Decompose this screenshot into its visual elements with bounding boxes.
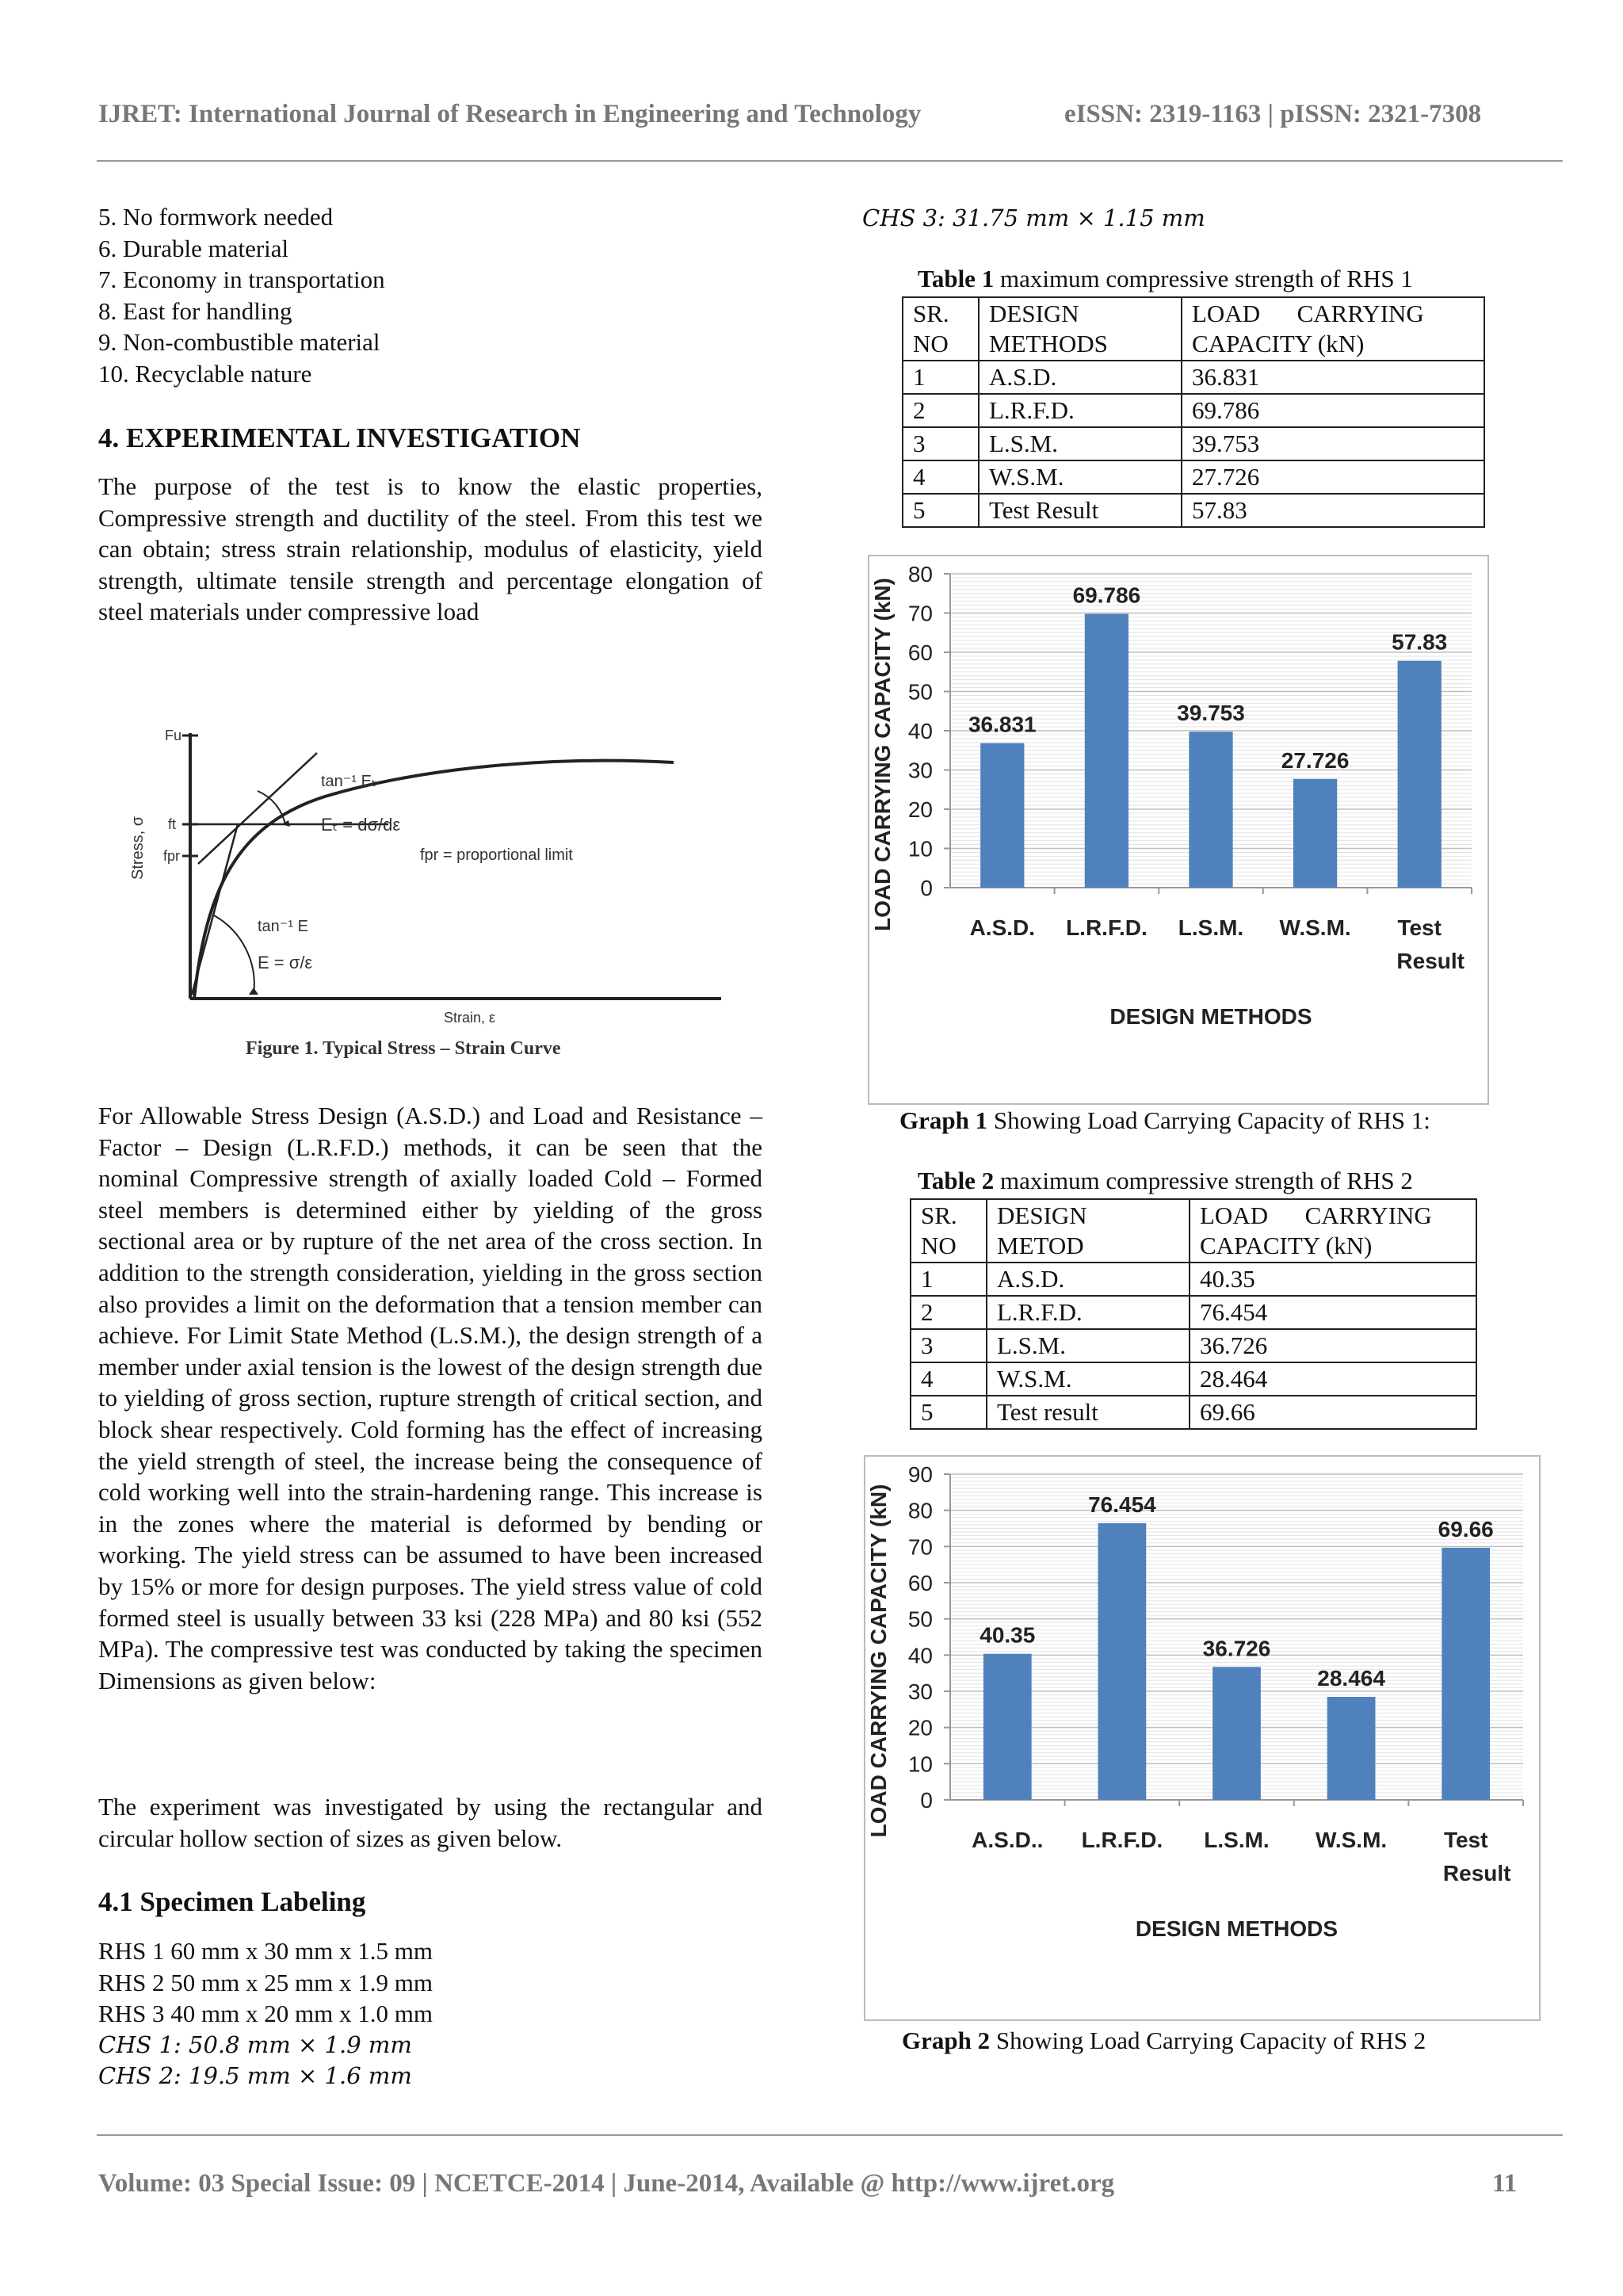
y-tick-label: 60: [907, 640, 933, 665]
y-tick-label: 10: [907, 1752, 933, 1777]
y-tick-label: 10: [907, 836, 933, 861]
graph1-caption: [899, 1106, 1430, 1135]
list-item: RHS 2 50 mm x 25 mm x 1.9 mm: [98, 1968, 433, 1996]
bar: [1398, 661, 1442, 888]
x-tick-label: Result: [1442, 1861, 1511, 1885]
x-tick-label: L.R.F.D.: [1066, 915, 1148, 940]
figure-xlabel: Strain, ε: [444, 1010, 496, 1026]
x-tick-label: Test: [1397, 915, 1442, 940]
y-tick-label: 0: [920, 876, 933, 900]
section-4-paragraph: The purpose of the test is to know the elastic properties, Compressive strength and ductility of the steel. From this test we can obtain; stress strain relationship, modulus of elasticity, yield strength, ultimate tensile strength and percentage elongation of steel materials under compressive load: [98, 472, 762, 626]
y-tick-label: 90: [907, 1462, 933, 1487]
bar: [1327, 1697, 1376, 1800]
table-row: 2 L.R.F.D. 69.786: [903, 394, 1484, 427]
graph2-caption-label: Graph 2: [902, 2027, 991, 2054]
table-header-cell: DESIGN METHODS: [979, 297, 1182, 361]
chs3-spec: CHS 3: 31.75 mm × 1.15 mm: [862, 204, 1205, 231]
section-4-heading: 4. EXPERIMENTAL INVESTIGATION: [98, 422, 581, 453]
data-label: 40.35: [980, 1622, 1036, 1648]
experiment-paragraph: The experiment was investigated by using the rectangular and circular hollow section of sizes as given below.: [98, 1793, 762, 1852]
bar: [1085, 614, 1128, 888]
table-row: 1 A.S.D. 40.35: [911, 1263, 1476, 1296]
data-label: 28.464: [1317, 1666, 1385, 1691]
table-header-cell: LOAD CARRYING CAPACITY (kN): [1182, 297, 1484, 361]
bar: [1098, 1523, 1147, 1800]
figure-e-eq: E = σ/ε: [258, 953, 313, 972]
y-tick-label: 20: [907, 1715, 933, 1740]
y-axis-title: LOAD CARRYING CAPACITY (kN): [870, 578, 895, 931]
table1-caption-label: Table 1: [918, 265, 995, 292]
figure-caption: Figure 1. Typical Stress – Strain Curve: [246, 1038, 561, 1059]
design-methods-paragraph: For Allowable Stress Design (A.S.D.) and Load and Resistance – Factor – Design (L.R.F.D.) methods, it can be seen that the nominal Compressive strength of axially loaded Cold – Formed steel members is determined either by yielding of the gross sectional area or by rupture of the net area of the cross section. In addition to the strength consideration, yielding in the gross section also provides a limit on the deformation that a tension member can achieve. For Limit State Method (L.S.M.), the design strength of a member under axial tension is the lowest of the design strength due to yielding of gross section, rupture strength of critical section, and block shear respectively. Cold forming has the effect of increasing the yield strength of steel, the increase being the consequence of cold working well into the strain-hardening range. This increase is in the zones where the material is deformed by bending or working. The yield stress can be assumed to have been increased by 15% or more for design purposes. The yield stress value of cold formed steel is usually between 33 ksi (228 MPa) and 80 ksi (552 MPa). The compressive test was conducted by taking the specimen Dimensions as given below:: [98, 1102, 762, 1694]
bar: [1293, 779, 1337, 888]
x-tick-label: L.S.M.: [1178, 915, 1244, 940]
table2-caption: [918, 1167, 1413, 1195]
table2: [910, 1198, 1477, 1430]
x-tick-label: W.S.M.: [1315, 1828, 1388, 1852]
bar: [980, 743, 1024, 888]
table1-caption: [918, 265, 1413, 293]
y-tick-label: 0: [920, 1788, 933, 1813]
table-row: 5 Test result 69.66: [911, 1396, 1476, 1429]
table-row: 1 A.S.D. 36.831: [903, 361, 1484, 394]
table-header-row: [903, 297, 1484, 361]
stress-strain-figure: [119, 690, 729, 1066]
x-tick-label: W.S.M.: [1279, 915, 1351, 940]
bar: [1189, 732, 1232, 888]
table-header-cell: SR. NO: [911, 1199, 987, 1263]
list-item: CHS 2: 19.5 mm × 1.6 mm: [98, 2062, 412, 2090]
table2-caption-label: Table 2: [918, 1167, 995, 1194]
y-tick-label: 70: [907, 601, 933, 626]
journal-title: IJRET: International Journal of Research in Engineering and Technology: [98, 100, 922, 128]
x-tick-label: A.S.D..: [972, 1828, 1044, 1852]
graph2-chart: [865, 1457, 1539, 2019]
graph2-caption: [902, 2027, 1426, 2055]
table-header-cell: DESIGN METOD: [987, 1199, 1190, 1263]
table-header-row: [911, 1199, 1476, 1263]
footer-text: Volume: 03 Special Issue: 09 | NCETCE-2014 | June-2014, Available @ http://www.ijret.org: [98, 2169, 1115, 2198]
footer-rule: [97, 2134, 1563, 2136]
table1-caption-text: maximum compressive strength of RHS 1: [994, 265, 1413, 292]
y-tick-label: 50: [907, 679, 933, 705]
graph1-chart: [869, 556, 1487, 1103]
list-item: 8. East for handling: [98, 296, 292, 325]
figure-fpr: fpr: [163, 848, 181, 864]
list-item: RHS 1 60 mm x 30 mm x 1.5 mm: [98, 1937, 433, 1965]
x-tick-label: L.S.M.: [1204, 1828, 1270, 1852]
table-row: 4 W.S.M. 27.726: [903, 460, 1484, 494]
y-tick-label: 80: [907, 1498, 933, 1523]
x-tick-label: A.S.D.: [969, 915, 1036, 940]
data-label: 27.726: [1281, 747, 1350, 773]
table-row: 4 W.S.M. 28.464: [911, 1362, 1476, 1396]
y-tick-label: 50: [907, 1606, 933, 1632]
data-label: 36.831: [968, 712, 1037, 737]
table2-caption-text: maximum compressive strength of RHS 2: [994, 1167, 1413, 1194]
graph2-frame: [864, 1455, 1541, 2021]
graph2-caption-text: Showing Load Carrying Capacity of RHS 2: [990, 2027, 1426, 2054]
bar: [1212, 1667, 1261, 1800]
data-label: 76.454: [1088, 1492, 1156, 1517]
section-4-1-heading: 4.1 Specimen Labeling: [98, 1886, 366, 1917]
table1: [902, 296, 1485, 528]
specimen-list: [98, 1935, 764, 2092]
figure-ft: ft: [168, 816, 177, 832]
list-item: 5. No formwork needed: [98, 203, 334, 231]
page-number: 11: [1492, 2169, 1518, 2198]
figure-tan-e: tan⁻¹ E: [258, 918, 308, 935]
list-item: 9. Non-combustible material: [98, 328, 380, 357]
y-axis-title: LOAD CARRYING CAPACITY (kN): [866, 1484, 891, 1838]
bar: [1442, 1548, 1490, 1800]
y-tick-label: 80: [907, 562, 933, 586]
list-item: RHS 3 40 mm x 20 mm x 1.0 mm: [98, 2000, 433, 2028]
list-item: 7. Economy in transportation: [98, 266, 385, 294]
figure-ylabel: Stress, σ: [129, 816, 147, 880]
graph1-caption-label: Graph 1: [899, 1106, 988, 1134]
list-item: 6. Durable material: [98, 234, 289, 262]
x-tick-label: Test: [1443, 1828, 1488, 1852]
figure-fpr-note: fpr = proportional limit: [420, 846, 573, 864]
y-tick-label: 40: [907, 719, 933, 743]
y-tick-label: 30: [907, 1679, 933, 1704]
issn: eISSN: 2319-1163 | pISSN: 2321-7308: [1064, 100, 1482, 128]
list-item: 10. Recyclable nature: [98, 359, 312, 388]
table-row: 2 L.R.F.D. 76.454: [911, 1296, 1476, 1329]
figure-tan-et: tan⁻¹ Eₜ: [321, 773, 376, 790]
graph1-frame: [868, 555, 1489, 1105]
x-tick-label: L.R.F.D.: [1081, 1828, 1163, 1852]
header-rule: [97, 160, 1563, 162]
table-row: 3 L.S.M. 36.726: [911, 1329, 1476, 1362]
y-tick-label: 70: [907, 1534, 933, 1560]
table-header-cell: SR. NO: [903, 297, 979, 361]
advantages-list: [98, 201, 764, 390]
x-tick-label: Result: [1396, 949, 1465, 973]
data-label: 57.83: [1392, 629, 1448, 655]
data-label: 69.786: [1072, 583, 1141, 608]
data-label: 69.66: [1438, 1516, 1494, 1541]
graph1-caption-text: Showing Load Carrying Capacity of RHS 1:: [987, 1106, 1430, 1134]
figure-fu: Fu: [165, 728, 182, 743]
list-item: CHS 1: 50.8 mm × 1.9 mm: [98, 2030, 412, 2058]
x-axis-title: DESIGN METHODS: [1135, 1916, 1338, 1941]
data-label: 36.726: [1202, 1636, 1271, 1661]
table-header-cell: LOAD CARRYING CAPACITY (kN): [1190, 1199, 1476, 1263]
figure-et-eq: Eₜ = dσ/dε: [321, 815, 401, 835]
table-row: 5 Test Result 57.83: [903, 494, 1484, 527]
bar: [983, 1654, 1032, 1800]
y-tick-label: 60: [907, 1571, 933, 1595]
x-axis-title: DESIGN METHODS: [1109, 1004, 1312, 1029]
y-tick-label: 20: [907, 797, 933, 822]
table-row: 3 L.S.M. 39.753: [903, 427, 1484, 460]
y-tick-label: 30: [907, 758, 933, 783]
data-label: 39.753: [1177, 701, 1245, 726]
y-tick-label: 40: [907, 1643, 933, 1668]
